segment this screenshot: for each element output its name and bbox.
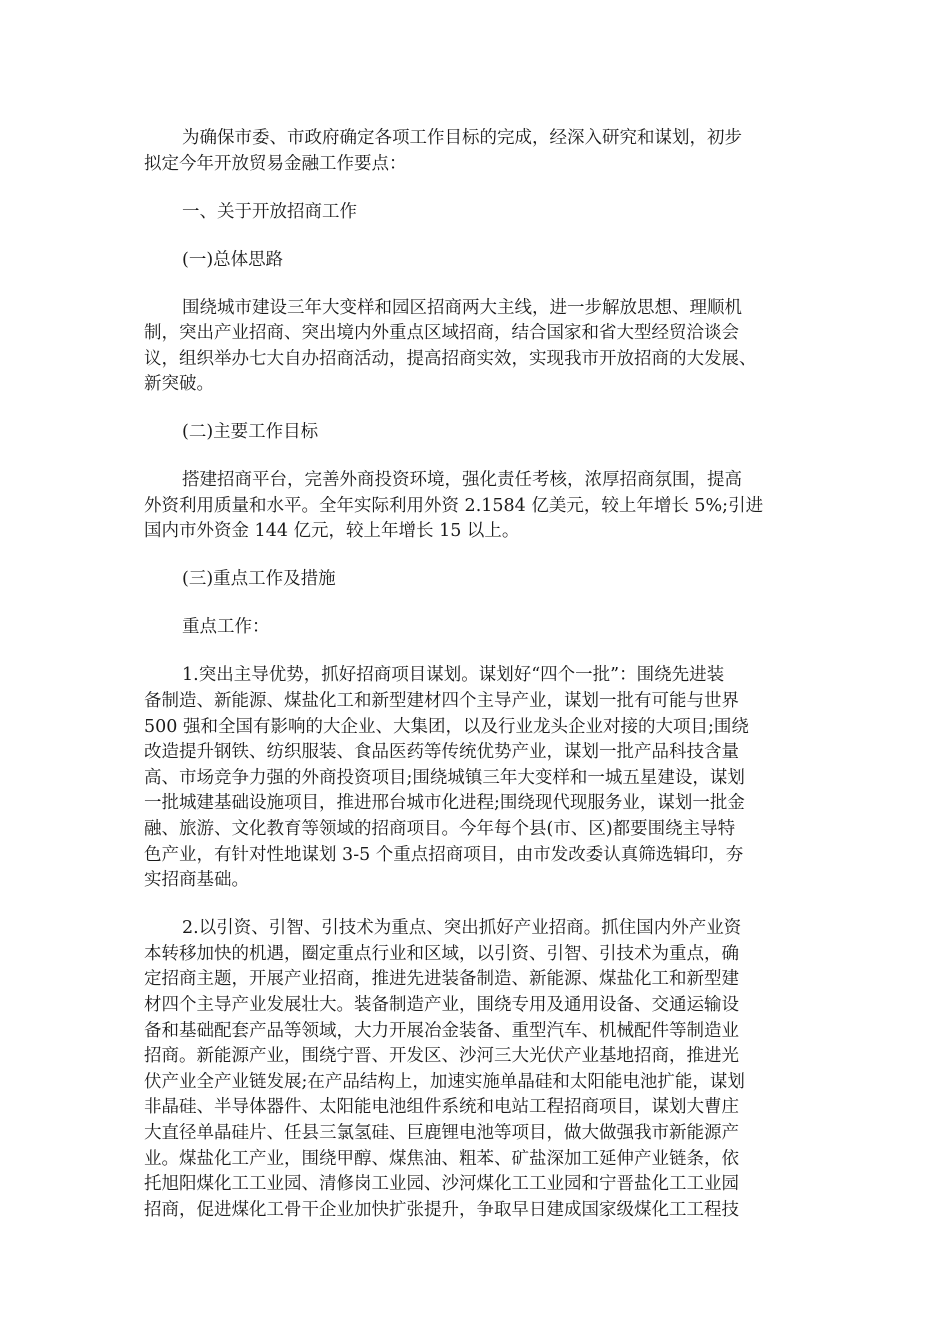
- text-line: 实招商基础。: [144, 870, 249, 891]
- text-line: 一、关于开放招商工作: [182, 201, 357, 222]
- paragraph: [144, 248, 812, 274]
- text-line: 大直径单晶硅片、任县三氯氢硅、巨鹿锂电池等项目，做大做强我市新能源产: [144, 1122, 739, 1143]
- text-line: 国内市外资金 144 亿元，较上年增长 15 以上。: [144, 521, 520, 542]
- paragraph: [144, 468, 812, 545]
- text-line: 招商。新能源产业，围绕宁晋、开发区、沙河三大光伏产业基地招商，推进光: [144, 1046, 739, 1067]
- text-line: 重点工作：: [182, 617, 270, 638]
- text-line: 伏产业全产业链发展;在产品结构上，加速实施单晶硅和太阳能电池扩能，谋划: [144, 1071, 745, 1092]
- text-line: (三)重点工作及措施: [182, 569, 336, 590]
- paragraph: [144, 420, 812, 446]
- paragraph: [144, 663, 812, 893]
- text-line: 备制造、新能源、煤盐化工和新型建材四个主导产业，谋划一批有可能与世界: [144, 691, 739, 712]
- paragraph: [144, 200, 812, 226]
- text-line: 拟定今年开放贸易金融工作要点：: [144, 153, 407, 174]
- text-line: 本转移加快的机遇，圈定重点行业和区域，以引资、引智、引技术为重点，确: [144, 943, 739, 964]
- text-line: 搭建招商平台，完善外商投资环境，强化责任考核，浓厚招商氛围，提高: [182, 470, 742, 491]
- text-line: 议，组织举办七大自办招商活动，提高招商实效，实现我市开放招商的大发展、: [144, 348, 757, 369]
- paragraph: [144, 615, 812, 641]
- text-line: 新突破。: [144, 374, 214, 395]
- text-line: (二)主要工作目标: [182, 422, 319, 443]
- text-line: 定招商主题，开展产业招商，推进先进装备制造、新能源、煤盐化工和新型建: [144, 969, 739, 990]
- text-line: 材四个主导产业发展壮大。装备制造产业，围绕专用及通用设备、交通运输设: [144, 994, 739, 1015]
- paragraph: [144, 126, 812, 177]
- paragraph: [144, 916, 812, 1223]
- text-line: 托旭阳煤化工工业园、清修岗工业园、沙河煤化工工业园和宁晋盐化工工业园: [144, 1174, 739, 1195]
- text-line: 一批城建基础设施项目，推进邢台城市化进程;围绕现代现服务业，谋划一批金: [144, 793, 745, 814]
- text-line: 制，突出产业招商、突出境内外重点区域招商，结合国家和省大型经贸洽谈会: [144, 323, 739, 344]
- text-line: 融、旅游、文化教育等领域的招商项目。今年每个县(市、区)都要围绕主导特: [144, 819, 736, 839]
- text-line: 围绕城市建设三年大变样和园区招商两大主线，进一步解放思想、理顺机: [182, 297, 742, 318]
- text-line: 业。煤盐化工产业，围绕甲醇、煤焦油、粗苯、矿盐深加工延伸产业链条，依: [144, 1148, 739, 1169]
- text-line: 1.突出主导优势，抓好招商项目谋划。谋划好“四个一批”：围绕先进装: [182, 665, 725, 686]
- text-line: 500 强和全国有影响的大企业、大集团，以及行业龙头企业对接的大项目;围绕: [144, 716, 749, 737]
- text-line: 非晶硅、半导体器件、太阳能电池组件系统和电站工程招商项目，谋划大曹庄: [144, 1097, 739, 1118]
- text-line: 高、市场竞争力强的外商投资项目;围绕城镇三年大变样和一城五星建设，谋划: [144, 767, 745, 788]
- text-line: 色产业，有针对性地谋划 3-5 个重点招商项目，由市发改委认真筛选辑印，夯: [144, 844, 744, 865]
- text-line: 招商，促进煤化工骨干企业加快扩张提升，争取早日建成国家级煤化工工程技: [144, 1199, 739, 1220]
- text-line: 外资利用质量和水平。全年实际利用外资 2.1584 亿美元，较上年增长 5%;引进: [144, 495, 764, 516]
- text-line: 备和基础配套产品等领域，大力开展冶金装备、重型汽车、机械配件等制造业: [144, 1020, 739, 1041]
- paragraph: [144, 567, 812, 593]
- paragraph: [144, 296, 812, 398]
- text-line: (一)总体思路: [182, 249, 284, 270]
- text-line: 2.以引资、引智、引技术为重点、突出抓好产业招商。抓住国内外产业资: [182, 918, 742, 939]
- text-line: 改造提升钢铁、纺织服装、食品医药等传统优势产业，谋划一批产品科技含量: [144, 742, 739, 763]
- text-line: 为确保市委、市政府确定各项工作目标的完成，经深入研究和谋划，初步: [182, 128, 742, 148]
- document-page: [144, 126, 812, 1246]
